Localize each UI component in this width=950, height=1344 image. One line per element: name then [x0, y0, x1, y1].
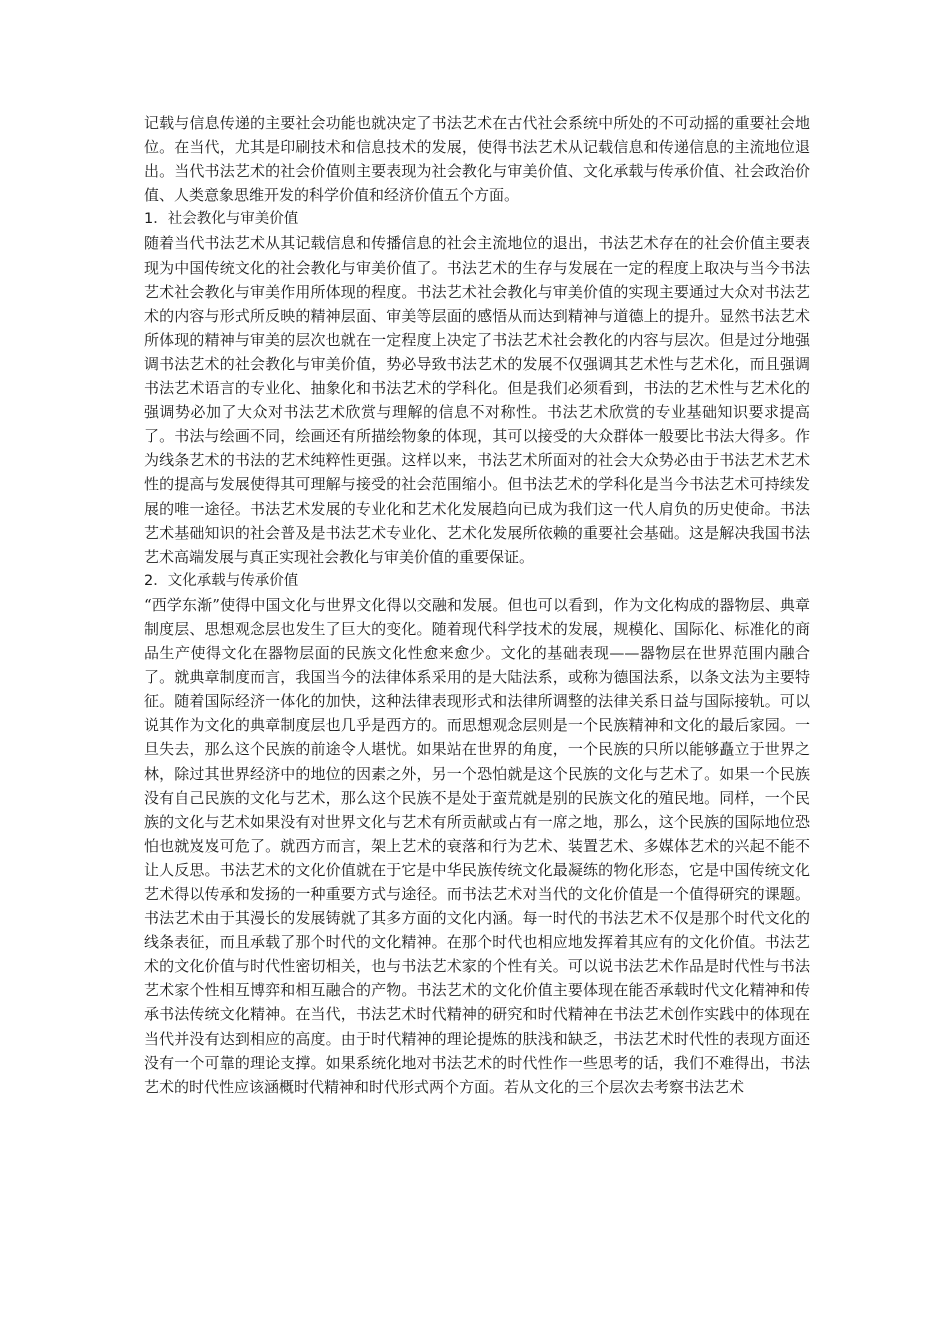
paragraph-section-1: 随着当代书法艺术从其记载信息和传播信息的社会主流地位的退出，书法艺术存在的社会价值主要表现为中国传统文化的社会教化与审美价值了。书法艺术的生存与发展在一定的程度上取决与当今书法艺术社会教化与审美作用所体现的程度。书法艺术社会教化与审美价值的实现主要通过大众对书法艺术的内容与形式所反映的精神层面、审美等层面的感悟从而达到精神与道德上的提升。显然书法艺术所体现的精神与审美的层次也就在一定程度上决定了书法艺术社会教化的内容与层次。但是过分地强调书法艺术的社会教化与审美价值，势必导致书法艺术的发展不仅强调其艺术性与艺术化，而且强调书法艺术语言的专业化、抽象化和书法艺术的学科化。但是我们必须看到，书法的艺术性与艺术化的强调势必加了大众对书法艺术欣赏与理解的信息不对称性。书法艺术欣赏的专业基础知识要求提高了。书法与绘画不同，绘画还有所描绘物象的体现，其可以接受的大众群体一般要比书法大得多。作为线条艺术的书法的艺术纯粹性更强。这样以来，书法艺术所面对的社会大众势必由于书法艺术艺术性的提高与发展使得其可理解与接受的社会范围缩小。但书法艺术的学科化是当今书法艺术可持续发展的唯一途径。书法艺术发展的专业化和艺术化发展趋向已成为我们这一代人肩负的历史使命。书法艺术基础知识的社会普及是书法艺术专业化、艺术化发展所依赖的重要社会基础。这是解决我国书法艺术高端发展与真正实现社会教化与审美价值的重要保证。: [144, 234, 810, 566]
document-body: [144, 111, 810, 1099]
paragraph-intro: 记载与信息传递的主要社会功能也就决定了书法艺术在古代社会系统中所处的不可动摇的重要社会地位。在当代，尤其是印刷技术和信息技术的发展，使得书法艺术从记载信息和传递信息的主流地位退出。当代书法艺术的社会价值则主要表现为社会教化与审美价值、文化承载与传承价值、社会政治价值、人类意象思维开发的科学价值和经济价值五个方面。: [144, 114, 810, 205]
section-heading-1: 1．社会教化与审美价值: [144, 211, 299, 228]
paragraph-section-2: “西学东渐”使得中国文化与世界文化得以交融和发展。但也可以看到，作为文化构成的器物层、典章制度层、思想观念层也发生了巨大的变化。随着现代科学技术的发展，规模化、国际化、标准化的商品生产使得文化在器物层面的民族文化性愈来愈少。文化的基础表现——器物层在世界范围内融合了。就典章制度而言，我国当今的法律体系采用的是大陆法系，或称为德国法系，以条文法为主要特征。随着国际经济一体化的加快，这种法律表现形式和法律所调整的法律关系日益与国际接轨。可以说其作为文化的典章制度层也几乎是西方的。而思想观念层则是一个民族精神和文化的最后家园。一旦失去，那么这个民族的前途令人堪忧。如果站在世界的角度，一个民族的只所以能够矗立于世界之林，除过其世界经济中的地位的因素之外，另一个恐怕就是这个民族的文化与艺术了。如果一个民族没有自己民族的文化与艺术，那么这个民族不是处于蛮荒就是别的民族文化的殖民地。同样，一个民族的文化与艺术如果没有对世界文化与艺术有所贡献或占有一席之地，那么，这个民族的国际地位恐怕也就岌岌可危了。就西方而言，架上艺术的衰落和行为艺术、装置艺术、多媒体艺术的兴起不能不让人反思。书法艺术的文化价值就在于它是中华民族传统文化最凝练的物化形态，它是中国传统文化艺术得以传承和发扬的一种重要方式与途径。而书法艺术对当代的文化价值是一个值得研究的课题。书法艺术由于其漫长的发展铸就了其多方面的文化内涵。每一时代的书法艺术不仅是那个时代文化的线条表征，而且承载了那个时代的文化精神。在那个时代也相应地发挥着其应有的文化价值。书法艺术的文化价值与时代性密切相关，也与书法艺术家的个性有关。可以说书法艺术作品是时代性与书法艺术家个性相互博弈和相互融合的产物。书法艺术的文化价值主要体现在能否承载时代文化精神和传承书法传统文化精神。在当代，书法艺术时代精神的研究和时代精神在书法艺术创作实践中的体现在当代并没有达到相应的高度。由于时代精神的理论提炼的肤浅和缺乏，书法艺术时代性的表现方面还没有一个可靠的理论支撑。如果系统化地对书法艺术的时代性作一些思考的话，我们不难得出，书法艺术的时代性应该涵概时代精神和时代形式两个方面。若从文化的三个层次去考察书法艺术: [144, 595, 810, 1096]
section-heading-2: 2．文化承载与传承价值: [144, 572, 299, 589]
